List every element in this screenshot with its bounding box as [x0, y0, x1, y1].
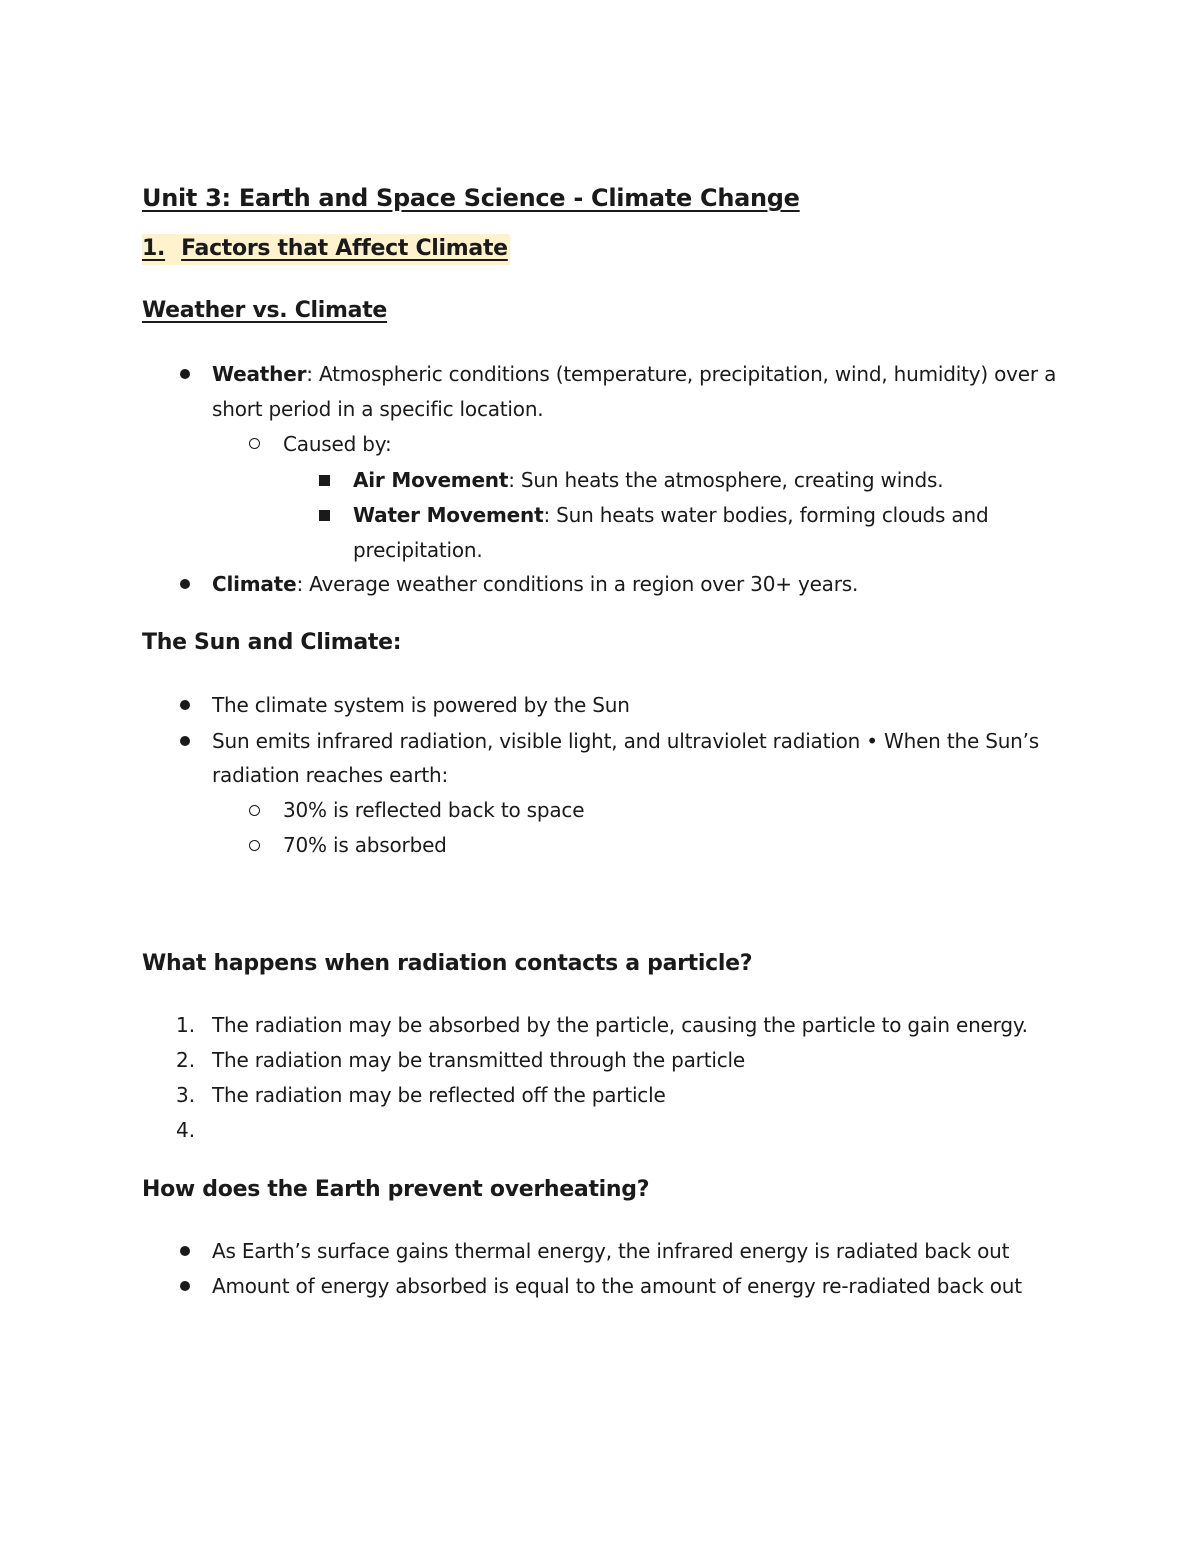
overheating-item-1: As Earth’s surface gains thermal energy, the infrared energy is radiated back out: [212, 1239, 1010, 1263]
heading-weather-vs-climate: Weather vs. Climate: [142, 298, 388, 323]
bullet-icon: [180, 1281, 190, 1291]
section-label: Factors that Affect Climate: [181, 236, 508, 261]
water-movement-term: Water Movement: [353, 503, 544, 527]
section-heading-factors: [142, 234, 510, 265]
list-number: 1.: [176, 1013, 196, 1037]
bullet-icon: [180, 700, 190, 710]
air-movement-def: : Sun heats the atmosphere, creating winds.: [508, 468, 944, 492]
water-movement-item: [353, 503, 988, 527]
caused-by-label: Caused by:: [283, 432, 392, 456]
heading-overheating: How does the Earth prevent overheating?: [142, 1177, 650, 1202]
weather-definition: [212, 362, 1056, 386]
bullet-icon: [180, 369, 190, 379]
weather-term: Weather: [212, 362, 307, 386]
bullet-icon: [180, 736, 190, 746]
climate-term: Climate: [212, 572, 297, 596]
list-number: 2.: [176, 1048, 196, 1072]
list-number: 3.: [176, 1083, 196, 1107]
hollow-bullet-icon: [249, 840, 260, 851]
radiation-item-2: The radiation may be transmitted through the particle: [212, 1048, 745, 1072]
sun-subitem-1: 30% is reflected back to space: [283, 798, 585, 822]
square-bullet-icon: [319, 510, 330, 521]
weather-definition-cont: short period in a specific location.: [212, 397, 544, 421]
radiation-item-1: The radiation may be absorbed by the particle, causing the particle to gain energy.: [212, 1013, 1028, 1037]
climate-def-text: : Average weather conditions in a region over 30+ years.: [296, 572, 859, 596]
air-movement-term: Air Movement: [353, 468, 509, 492]
bullet-icon: [180, 579, 190, 589]
hollow-bullet-icon: [249, 805, 260, 816]
heading-radiation-contact: What happens when radiation contacts a particle?: [142, 951, 753, 976]
list-number: 4.: [176, 1118, 196, 1142]
water-movement-def: : Sun heats water bodies, forming clouds and: [543, 503, 989, 527]
weather-def-text: : Atmospheric conditions (temperature, precipitation, wind, humidity) over a: [306, 362, 1057, 386]
sun-subitem-2: 70% is absorbed: [283, 833, 447, 857]
radiation-item-3: The radiation may be reflected off the particle: [212, 1083, 666, 1107]
hollow-bullet-icon: [249, 438, 260, 449]
climate-definition: [212, 572, 858, 596]
sun-item-1: The climate system is powered by the Sun: [212, 693, 630, 717]
sun-item-2: Sun emits infrared radiation, visible light, and ultraviolet radiation • When the Sun’s: [212, 729, 1040, 753]
bullet-icon: [180, 1246, 190, 1256]
heading-sun-and-climate: The Sun and Climate:: [142, 630, 402, 655]
overheating-item-2: Amount of energy absorbed is equal to the amount of energy re-radiated back out: [212, 1274, 1022, 1298]
section-number: 1.: [142, 236, 166, 261]
water-movement-def-cont: precipitation.: [353, 538, 483, 562]
air-movement-item: [353, 468, 943, 492]
sun-item-2-cont: radiation reaches earth:: [212, 763, 448, 787]
document-title: Unit 3: Earth and Space Science - Climate Change: [142, 184, 800, 212]
square-bullet-icon: [319, 475, 330, 486]
